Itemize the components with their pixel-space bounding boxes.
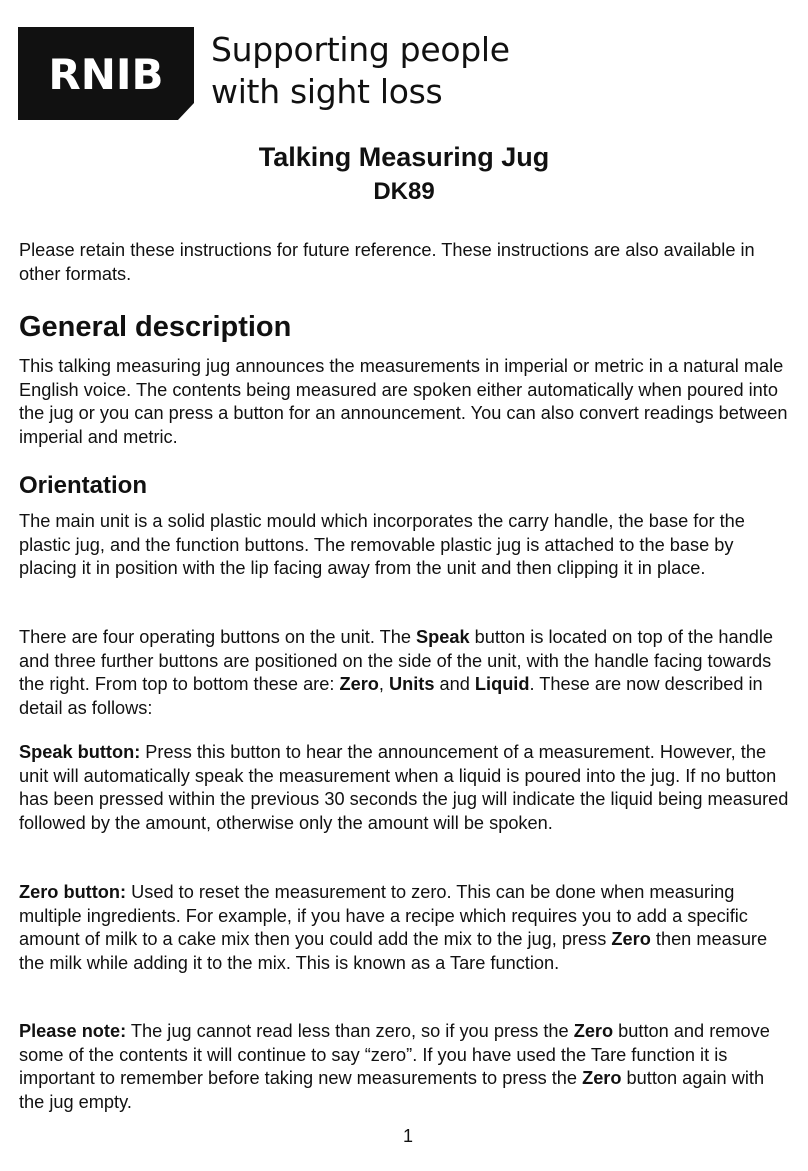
document-title: Talking Measuring Jug — [258, 142, 550, 172]
orientation-paragraph-buttons: There are four operating buttons on the unit. The Speak button is located on top of the handle and three further buttons are positioned on the side of the unit, with the handle facing towards the right. From top to bottom these are: Zero, Units and Liquid. These are now described in detail as follows: — [19, 627, 773, 718]
tagline-line-2: with sight loss — [211, 72, 443, 111]
tagline-line-1: Supporting people — [211, 30, 510, 69]
page-number: 1 — [402, 1126, 413, 1146]
general-description-text: This talking measuring jug announces the measurements in imperial or metric in a natural male English voice. The contents being measured are spoken either automatically when poured into the jug or you can press a button for an announcement. You can also convert readings between imperial and metric. — [19, 356, 788, 447]
please-note-paragraph: Please note: The jug cannot read less than zero, so if you press the Zero button and remove some of the contents it will continue to say “zero”. If you have used the Tare function it is important to remember before taking new measurements to press the Zero button again with the jug empty. — [19, 1021, 770, 1112]
intro-paragraph: Please retain these instructions for future reference. These instructions are also available in other formats. — [19, 240, 755, 284]
zero-button-label: Zero button: — [19, 882, 127, 902]
rnib-logo-badge — [18, 27, 194, 120]
logo-brand-text: RNIB — [48, 50, 164, 99]
orientation-heading: Orientation — [19, 472, 148, 499]
model-number: DK89 — [373, 178, 435, 205]
speak-button-paragraph: Speak button: Press this button to hear the announcement of a measurement. However, the unit will automatically speak the measurement when a liquid is poured into the jug. If no button has been pressed within the previous 30 seconds the jug will indicate the liquid being measured followed by the amount, otherwise only the amount will be spoken. — [19, 742, 789, 833]
zero-button-paragraph: Zero button: Used to reset the measurement to zero. This can be done when measuring multiple ingredients. For example, if you have a recipe which requires you to add a specific amount of milk to a cake mix then you could add the mix to the jug, press Zero then measure the milk while adding it to the mix. This is known as a Tare function. — [19, 882, 768, 973]
rnib-logo — [18, 27, 510, 120]
logo-tagline — [211, 29, 510, 113]
please-note-label: Please note: — [19, 1021, 127, 1041]
general-description-heading: General description — [19, 311, 292, 343]
speak-button-label: Speak button: — [19, 742, 141, 762]
orientation-paragraph-1: The main unit is a solid plastic mould which incorporates the carry handle, the base for the plastic jug, and the function buttons. The removable plastic jug is attached to the base by placing it in position with the lip facing away from the unit and then clipping it in place. — [19, 511, 745, 579]
